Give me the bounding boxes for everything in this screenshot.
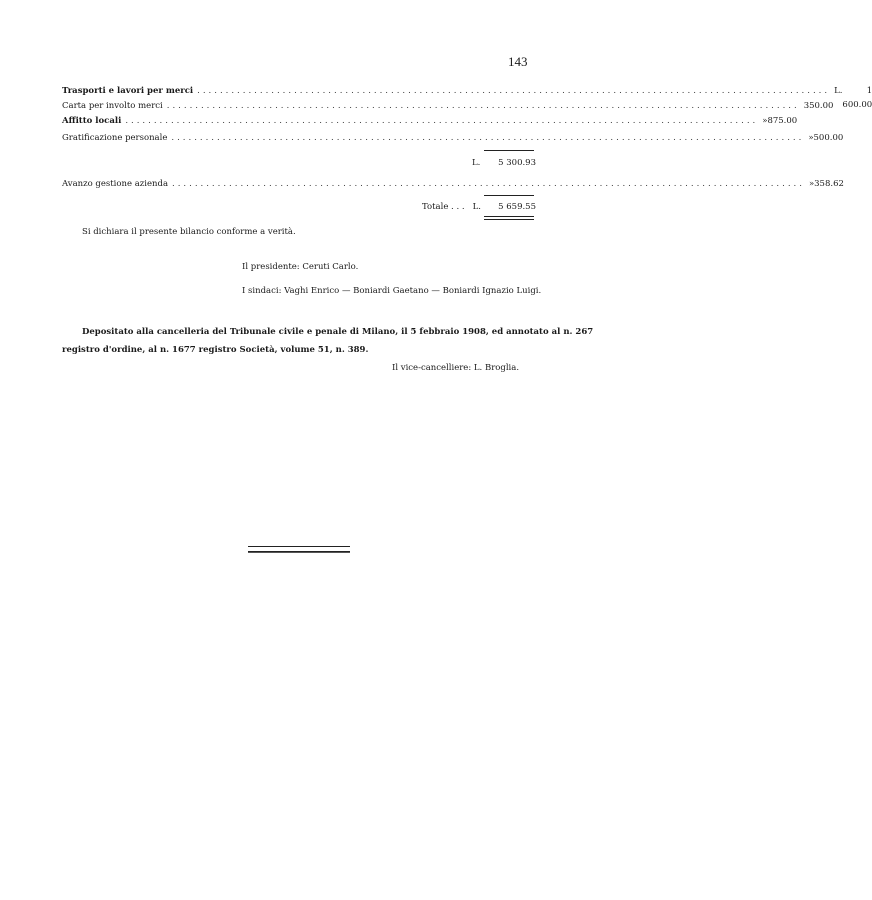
sindaci-line: I sindaci: Vaghi Enrico — Boniardi Gaetano — Boniardi Ignazio Luigi. [242,286,542,296]
account-amount: 350.00 [803,101,834,111]
leader-dots: ............................................................................................................... [197,86,831,96]
account-currency: » [808,133,814,143]
totale-amount: 5 659.55 [498,202,536,212]
account-amount: 875.00 [767,116,798,126]
account-row [62,131,844,145]
avanzo-amount: 358.62 [814,179,844,189]
account-label: Gratificazione personale [62,133,168,143]
leader-dots: ............................................................................................................... [172,179,805,189]
totale-row [62,200,536,214]
presidente-line: Il presidente: Ceruti Carlo. [242,262,359,272]
page-number: 143 [508,54,528,69]
vice-cancelliere-line: Il vice-cancelliere: L. Broglia. [392,363,520,373]
account-row [62,114,798,128]
account-currency: L. [834,86,843,96]
account-amount: 500.00 [813,133,844,143]
avanzo-row [62,177,844,191]
deposito-line-2: registro d'ordine, al n. 1677 registro Società, volume 51, n. 389. [62,345,369,355]
grand-total-double-rule [484,216,534,220]
account-row [62,99,834,113]
deposito-line-1: Depositato alla cancelleria del Tribunale civile e penale di Milano, il 5 febbraio 1908, ed annotato al n. 267 [82,327,594,337]
subtotal-rule [484,150,534,151]
avanzo-currency: » [808,179,815,189]
account-label: Carta per involto merci [62,101,163,111]
account-label: Affitto locali [62,116,122,126]
totale-currency: L. [472,202,481,212]
subtotal-currency: L. [472,158,481,168]
total-rule [484,195,534,196]
avanzo-label: Avanzo gestione azienda [62,179,169,189]
totale-label: Totale . . . [422,202,465,212]
closing-separator-line [248,552,350,553]
leader-dots: ............................................................................................................... [166,101,800,111]
subtotal-row [62,156,536,170]
account-amount: 1 600.00 [842,86,872,110]
leader-dots: ............................................................................................................... [171,133,805,143]
leader-dots: ............................................................................................................... [125,116,759,126]
declaration-text: Si dichiara il presente bilancio conforme a verità. [82,227,296,237]
account-currency: » [762,116,768,126]
subtotal-amount: 5 300.93 [498,158,536,168]
account-label: Trasporti e lavori per merci [62,86,194,96]
